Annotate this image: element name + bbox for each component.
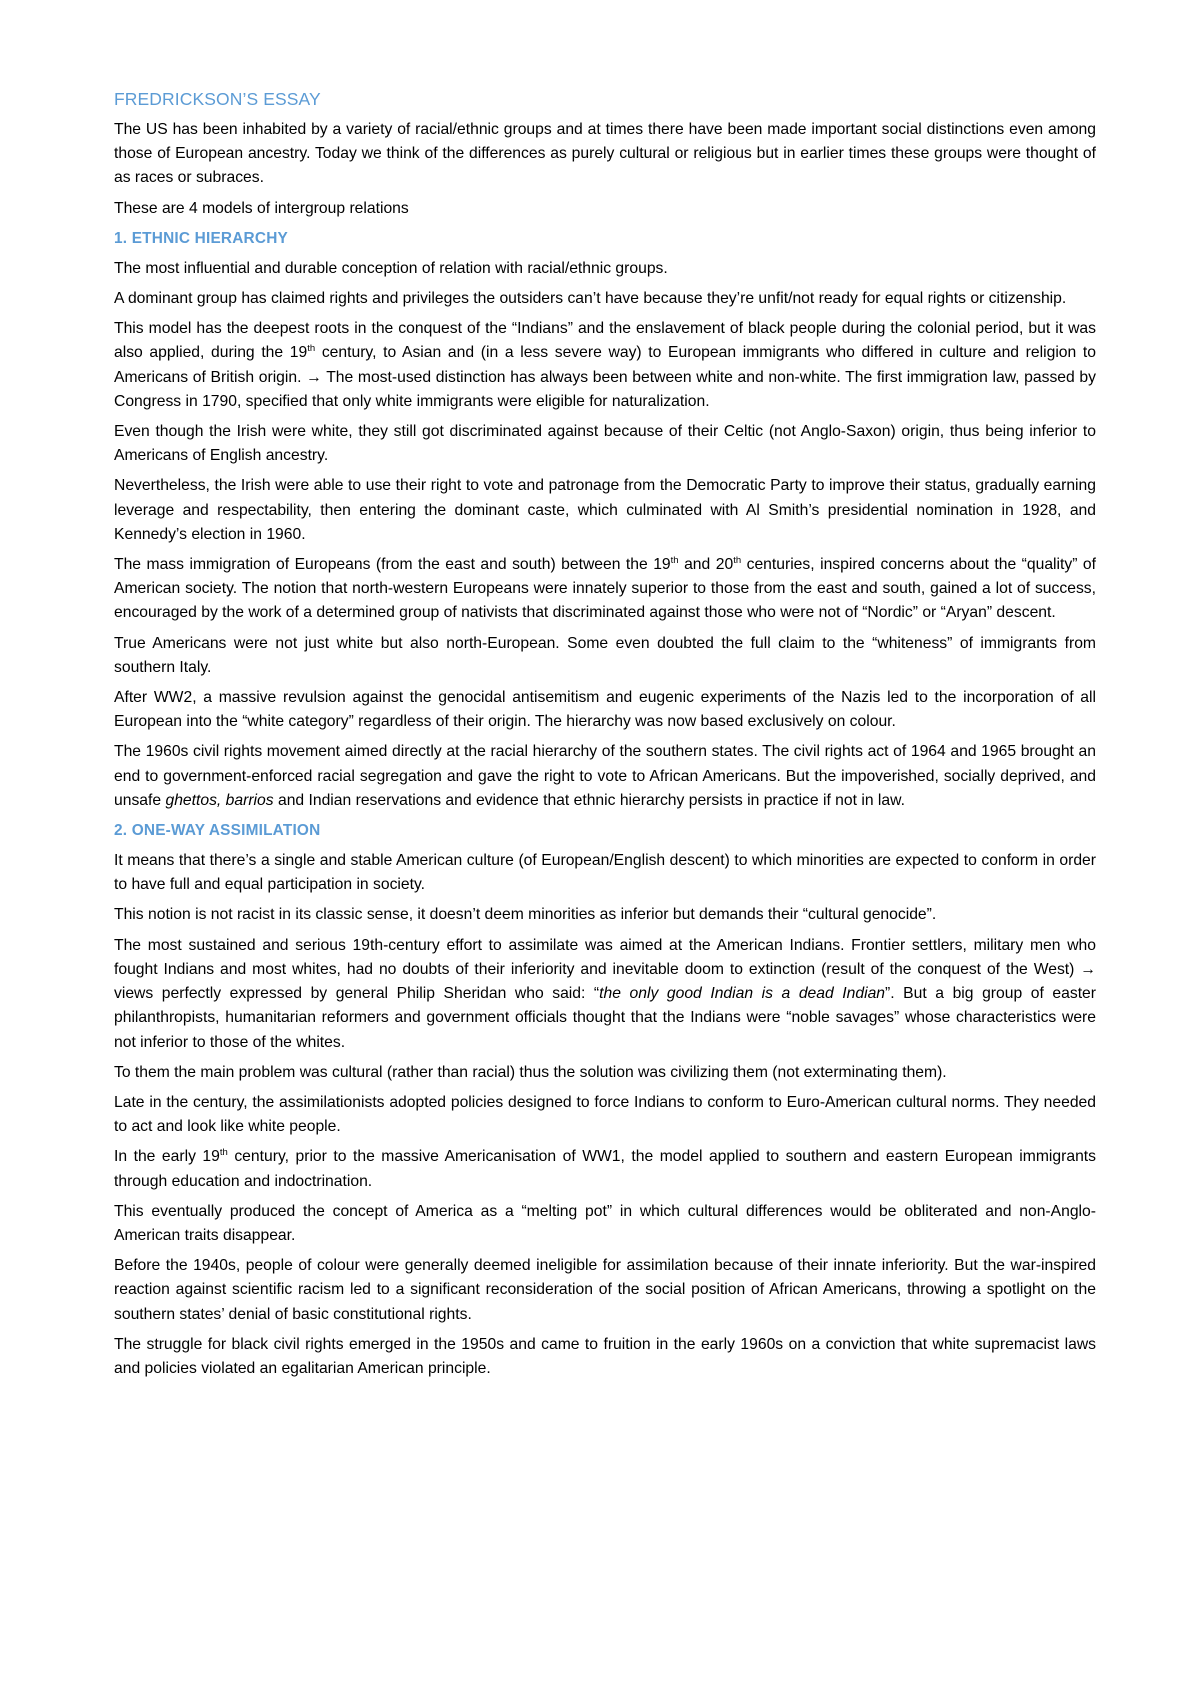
text-run: ”. But a big group of easter philanthropists, humanitarian reformers and government officials thought that the Indians were “noble savages” whose characteristics were not inferior to those of the whites. bbox=[114, 985, 1096, 1051]
superscript: th bbox=[307, 343, 316, 355]
paragraph: Before the 1940s, people of colour were generally deemed ineligible for assimilation because of their innate inferiority. But the war-inspired reaction against scientific racism led to a significant reconsideration of the social position of African Americans, throwing a spotlight on the southern states’ denial of basic constitutional rights. bbox=[114, 1257, 1096, 1323]
text-run: and 20 bbox=[678, 556, 734, 574]
paragraph: Even though the Irish were white, they still got discriminated against because of their Celtic (not Anglo-Saxon) origin, thus being inferior to Americans of English ancestry. bbox=[114, 423, 1096, 465]
paragraph: Nevertheless, the Irish were able to use their right to vote and patronage from the Democratic Party to improve their status, gradually earning leverage and respectability, then entering the dominant caste, which culminated with Al Smith’s presidential nomination in 1928, and Kennedy’s election in 1960. bbox=[114, 477, 1096, 543]
paragraph: The struggle for black civil rights emerged in the 1950s and came to fruition in the early 1960s on a conviction that white supremacist laws and policies violated an egalitarian American principle. bbox=[114, 1335, 1096, 1377]
section-heading-ethnic-hierarchy: 1. ETHNIC HIERARCHY bbox=[114, 229, 288, 247]
text-run: century, to Asian and (in a less severe way) to European immigrants who differed in culture and religion to Americans of British origin. → The most-used distinction has always been between white and non-white. The first immigration law, passed by Congress in 1790, specified that only white immigrants were eligible for naturalization. bbox=[114, 344, 1096, 410]
paragraph bbox=[114, 317, 1096, 414]
paragraph: This eventually produced the concept of America as a “melting pot” in which cultural differences would be obliterated and non-Anglo-American traits disappear. bbox=[114, 1202, 1096, 1244]
text-run: The mass immigration of Europeans (from the east and south) between the 19 bbox=[114, 556, 671, 574]
paragraph bbox=[114, 934, 1096, 1055]
superscript: th bbox=[219, 1147, 228, 1159]
text-run: This model has the deepest roots in the conquest of the “Indians” and the enslavement of black people during the colonial period, but it was also applied, during the 19 bbox=[114, 320, 1096, 362]
paragraph: This notion is not racist in its classic sense, it doesn’t deem minorities as inferior but demands their “cultural genocide”. bbox=[114, 906, 937, 924]
italic-text: ghettos, barrios bbox=[165, 791, 274, 809]
paragraph: True Americans were not just white but also north-European. Some even doubted the full claim to the “whiteness” of immigrants from southern Italy. bbox=[114, 634, 1096, 676]
paragraph: To them the main problem was cultural (rather than racial) thus the solution was civilizing them (not exterminating them). bbox=[114, 1063, 947, 1081]
paragraph: Late in the century, the assimilationists adopted policies designed to force Indians to conform to Euro-American cultural norms. They needed to act and look like white people. bbox=[114, 1093, 1096, 1136]
italic-text: the only good Indian is a dead Indian bbox=[599, 985, 886, 1003]
text-run: The 1960s civil rights movement aimed directly at the racial hierarchy of the southern states. The civil rights act of 1964 and 1965 brought an end to government-enforced racial segregation and gave the right to vote to African Americans. But the impoverished, socially deprived, and unsafe bbox=[114, 743, 1096, 809]
paragraph: After WW2, a massive revulsion against the genocidal antisemitism and eugenic experiments of the Nazis led to the incorporation of all European into the “white category” regardless of their origin. The hierarchy was now based exclusively on colour. bbox=[114, 689, 1096, 731]
text-run: The most sustained and serious 19th-century effort to assimilate was aimed at the American Indians. Frontier settlers, military men who fought Indians and most whites, had no doubts of their inferiority and inevitable doom to extinction (result of the conquest of the West) → views perfectly expressed by general Philip Sheridan who said: “ bbox=[114, 936, 1096, 1003]
text-run: centuries, inspired concerns about the “quality” of American society. The notion that north-western Europeans were innately superior to those from the east and south, gained a lot of success, encouraged by the work of a determined group of nativists that discriminated against those who were not of “Nordic” or “Aryan” descent. bbox=[114, 556, 1097, 622]
paragraph: A dominant group has claimed rights and privileges the outsiders can’t have because they’re unfit/not ready for equal rights or citizenship. bbox=[114, 290, 1067, 308]
document-page bbox=[114, 84, 1096, 1387]
section-heading-one-way-assimilation: 2. ONE-WAY ASSIMILATION bbox=[114, 822, 321, 840]
document-title: FREDRICKSON’S ESSAY bbox=[114, 89, 321, 109]
superscript: th bbox=[670, 554, 679, 566]
paragraph: It means that there’s a single and stable American culture (of European/English descent) to which minorities are expected to conform in order to have full and equal participation in society. bbox=[114, 852, 1096, 894]
paragraph bbox=[114, 1145, 1096, 1193]
intro-paragraph-2: These are 4 models of intergroup relations bbox=[114, 199, 409, 217]
text-run: century, prior to the massive Americanisation of WW1, the model applied to southern and eastern European immigrants through education and indoctrination. bbox=[114, 1148, 1097, 1190]
superscript: th bbox=[733, 554, 742, 566]
paragraph: The most influential and durable conception of relation with racial/ethnic groups. bbox=[114, 259, 668, 277]
text-run: In the early 19 bbox=[114, 1148, 220, 1166]
intro-paragraph-1: The US has been inhabited by a variety of racial/ethnic groups and at times there have been made important social distinctions even among those of European ancestry. Today we think of the differences as purely cultural or religious but in earlier times these groups were thought of as races or subraces. bbox=[114, 121, 1096, 187]
paragraph bbox=[114, 553, 1096, 626]
paragraph bbox=[114, 740, 1096, 813]
text-run: and Indian reservations and evidence that ethnic hierarchy persists in practice if not in law. bbox=[273, 791, 905, 809]
